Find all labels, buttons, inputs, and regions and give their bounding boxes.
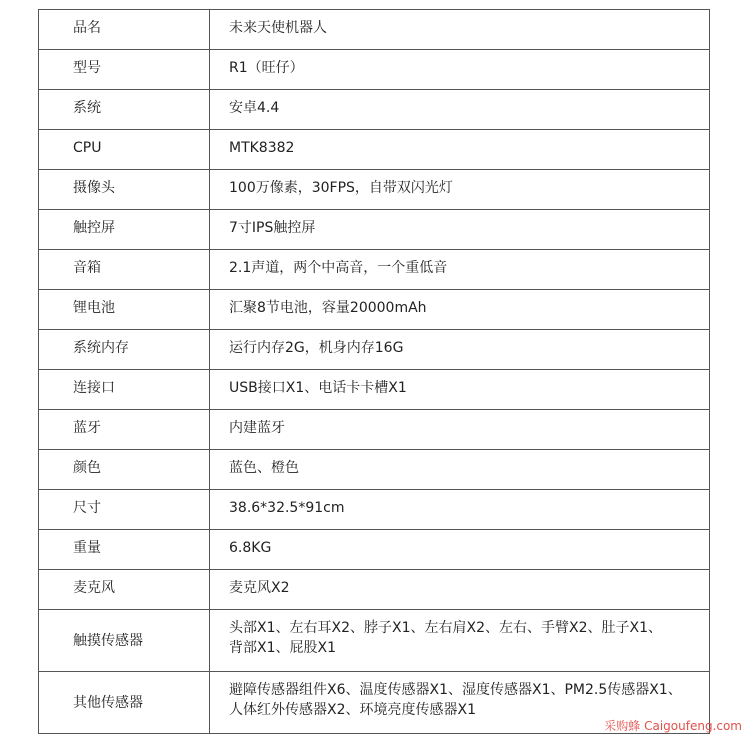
spec-key: 重量 [39, 530, 210, 570]
spec-key: 蓝牙 [39, 410, 210, 450]
table-row [39, 170, 710, 210]
spec-table [38, 9, 710, 734]
spec-value: 安卓4.4 [210, 90, 710, 130]
spec-key: 麦克风 [39, 570, 210, 610]
table-row [39, 250, 710, 290]
spec-value: 2.1声道，两个中高音，一个重低音 [210, 250, 710, 290]
spec-value-line: 人体红外传感器X2、环境亮度传感器X1 [229, 702, 476, 718]
spec-key: 品名 [39, 10, 210, 50]
spec-key: 颜色 [39, 450, 210, 490]
table-row [39, 370, 710, 410]
spec-key: CPU [39, 130, 210, 170]
spec-key: 音箱 [39, 250, 210, 290]
table-row [39, 530, 710, 570]
spec-key: 其他传感器 [39, 672, 210, 734]
spec-key: 系统内存 [39, 330, 210, 370]
spec-value: 7寸IPS触控屏 [210, 210, 710, 250]
spec-key: 连接口 [39, 370, 210, 410]
table-row [39, 50, 710, 90]
spec-value: R1（旺仔） [210, 50, 710, 90]
table-row [39, 570, 710, 610]
watermark-cn: 采购蜂 [604, 719, 641, 733]
spec-value: 内建蓝牙 [210, 410, 710, 450]
table-row [39, 130, 710, 170]
spec-value: 汇聚8节电池，容量20000mAh [210, 290, 710, 330]
spec-value: 38.6*32.5*91cm [210, 490, 710, 530]
spec-value-line: 背部X1、屁股X1 [229, 640, 336, 656]
table-row [39, 490, 710, 530]
watermark [604, 717, 742, 734]
table-row [39, 330, 710, 370]
spec-value-line: 避障传感器组件X6、温度传感器X1、湿度传感器X1、PM2.5传感器X1、 [229, 682, 682, 698]
spec-key: 摄像头 [39, 170, 210, 210]
spec-value: MTK8382 [210, 130, 710, 170]
table-row [39, 90, 710, 130]
table-row [39, 610, 710, 672]
spec-value-line: 头部X1、左右耳X2、脖子X1、左右肩X2、左右、手臂X2、肚子X1、 [229, 620, 662, 636]
spec-key: 型号 [39, 50, 210, 90]
spec-value: 运行内存2G，机身内存16G [210, 330, 710, 370]
spec-key: 触控屏 [39, 210, 210, 250]
table-row [39, 450, 710, 490]
spec-value: 蓝色、橙色 [210, 450, 710, 490]
spec-value: USB接口X1、电话卡卡槽X1 [210, 370, 710, 410]
spec-key: 锂电池 [39, 290, 210, 330]
spec-key: 触摸传感器 [39, 610, 210, 672]
spec-value: 100万像素，30FPS，自带双闪光灯 [210, 170, 710, 210]
spec-value: 未来天使机器人 [210, 10, 710, 50]
table-row [39, 210, 710, 250]
table-row [39, 410, 710, 450]
spec-key: 系统 [39, 90, 210, 130]
table-row [39, 10, 710, 50]
spec-key: 尺寸 [39, 490, 210, 530]
spec-value: 6.8KG [210, 530, 710, 570]
watermark-en: Caigoufeng.com [644, 719, 742, 733]
spec-value [210, 610, 710, 672]
table-row [39, 290, 710, 330]
spec-value: 麦克风X2 [210, 570, 710, 610]
